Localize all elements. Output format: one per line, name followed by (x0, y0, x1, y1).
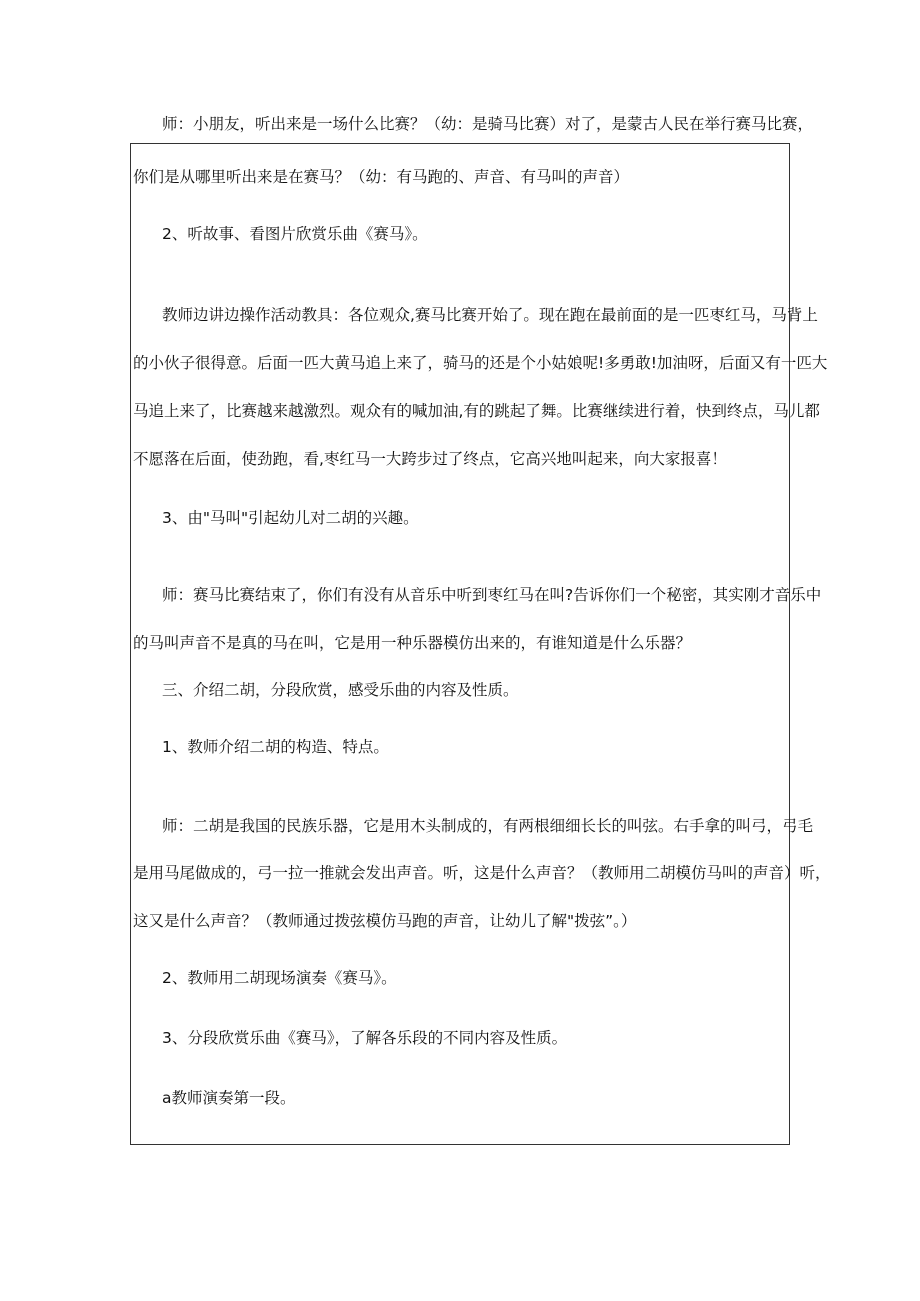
text-line: 师：赛马比赛结束了，你们有没有从音乐中听到枣红马在叫?告诉你们一个秘密，其实刚才音乐中 (162, 586, 822, 604)
section-heading: 三、介绍二胡，分段欣赏，感受乐曲的内容及性质。 (162, 681, 519, 699)
text-line: 这又是什么声音？（教师通过拨弦模仿马跑的声音，让幼儿了解"拨弦”。） (133, 912, 637, 930)
section-heading: 2、听故事、看图片欣赏乐曲《赛马》。 (162, 225, 428, 243)
section-heading: 3、由"马叫"引起幼儿对二胡的兴趣。 (162, 509, 419, 527)
text-line: 你们是从哪里听出来是在赛马？（幼：有马跑的、声音、有马叫的声音） (133, 168, 630, 186)
text-line: 师：二胡是我国的民族乐器，它是用木头制成的，有两根细细长长的叫弦。右手拿的叫弓，弓毛 (162, 817, 814, 835)
text-line: 是用马尾做成的，弓一拉一推就会发出声音。听，这是什么声音？（教师用二胡模仿马叫的声音）听， (133, 864, 831, 882)
text-line: 师：小朋友，听出来是一场什么比赛？（幼：是骑马比赛）对了，是蒙古人民在举行赛马比赛， (162, 115, 814, 133)
section-heading: 3、分段欣赏乐曲《赛马》，了解各乐段的不同内容及性质。 (162, 1029, 568, 1047)
section-heading: a教师演奏第一段。 (162, 1089, 296, 1107)
text-line: 不愿落在后面，使劲跑，看,枣红马一大跨步过了终点，它高兴地叫起来，向大家报喜！ (133, 450, 727, 468)
text-line: 的马叫声音不是真的马在叫，它是用一种乐器模仿出来的，有谁知道是什么乐器？ (133, 634, 692, 652)
text-line: 教师边讲边操作活动教具：各位观众,赛马比赛开始了。现在跑在最前面的是一匹枣红马，马背上 (162, 306, 818, 324)
text-line: 马追上来了，比赛越来越激烈。观众有的喊加油,有的跳起了舞。比赛继续进行着，快到终点，马儿都 (133, 402, 820, 420)
section-heading: 2、教师用二胡现场演奏《赛马》。 (162, 969, 397, 987)
section-heading: 1、教师介绍二胡的构造、特点。 (162, 738, 389, 756)
text-line: 的小伙子很得意。后面一匹大黄马追上来了，骑马的还是个小姑娘呢!多勇敢!加油呀，后面又有一匹大 (133, 354, 828, 372)
